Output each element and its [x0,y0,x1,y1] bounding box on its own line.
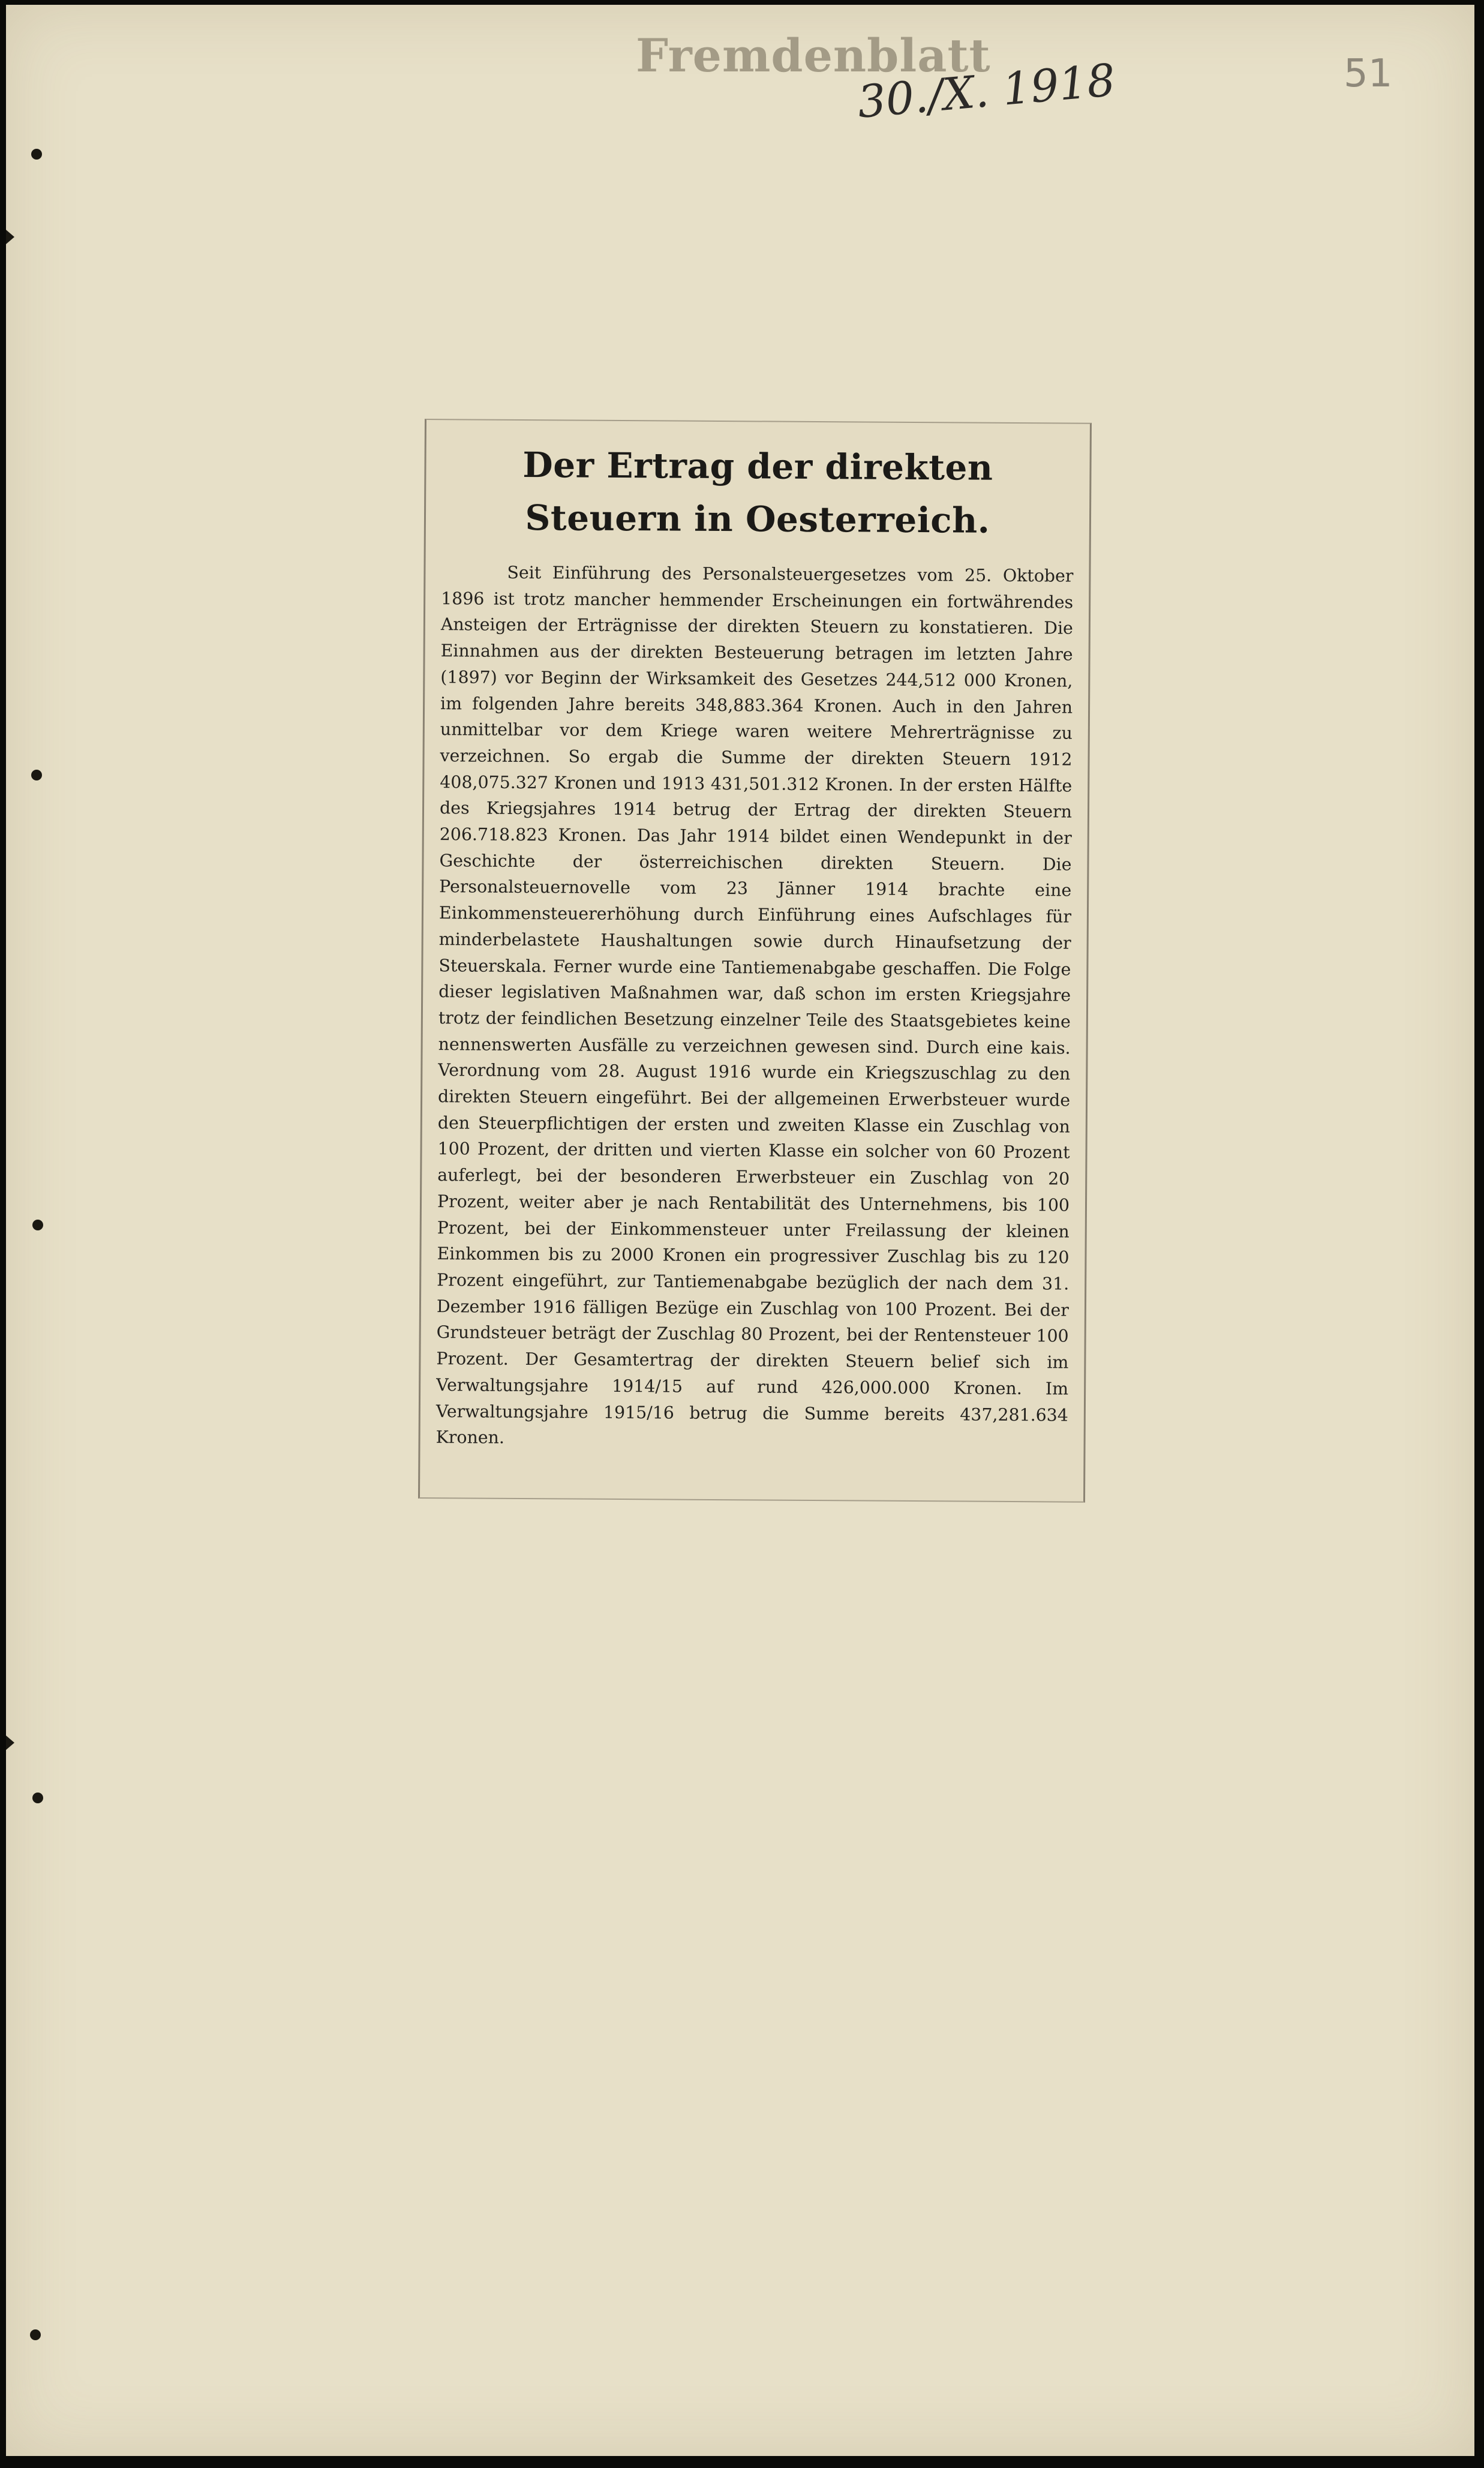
punch-hole-mark [32,1220,43,1230]
newspaper-clipping [418,419,1092,1503]
punch-hole-mark [30,2329,41,2340]
handwritten-date: 30./X. 1918 [855,54,1117,128]
punch-hole-mark [32,1793,43,1803]
article-headline: Der Ertrag der direkten Steuern in Oesterreich. [522,445,993,541]
page-number: 51 [1344,52,1393,96]
punch-hole-mark [31,149,42,160]
edge-mark [6,230,14,244]
edge-mark [6,1736,14,1750]
article-body: Seit Einführung des Personalsteuergesetzes vom 25. Oktober 1896 ist trotz mancher hemmender Erscheinungen ein fortwährendes Ansteigen der Erträgnisse der direkten Steuern zu konstatieren. Die Einnahmen aus der direkten Besteuerung betragen im letzten Jahre (1897) vor Beginn der Wirksamkeit des Gesetzes 244,512 000 Kronen, im folgenden Jahre bereits 348,883.364 Kronen. Auch in den Jahren unmittelbar vor dem Kriege waren weitere Mehrerträgnisse zu verzeichnen. So ergab die Summe der direkten Steuern 1912 408,075.327 Kronen und 1913 431,501.312 Kronen. In der ersten Hälfte des Kriegsjahres 1914 betrug der Ertrag der direkten Steuern 206.718.823 Kronen. Das Jahr 1914 bildet einen Wendepunkt in der Geschichte der österreichischen direkten Steuern. Die Personalsteuernovelle vom 23 Jänner 1914 brachte eine Einkommensteuererhöhung durch Einführung eines Aufschlages für minderbelastete Haushaltungen sowie durch Hinaufsetzung der Steuerskala. Ferner wurde eine Tantiemenabgabe geschaffen. Die Folge dieser legislativen Maßnahmen war, daß schon im ersten Kriegsjahre trotz der feindlichen Besetzung einzelner Teile des Staatsgebietes keine nennenswerten Ausfälle zu verzeichnen gewesen sind. Durch eine kais. Verordnung vom 28. August 1916 wurde ein Kriegszuschlag zu den direkten Steuern eingeführt. Bei der allgemeinen Erwerbsteuer wurde den Steuerpflichtigen der ersten und zweiten Klasse ein Zuschlag von 100 Prozent, der dritten und vierten Klasse ein solcher von 60 Prozent auferlegt, bei der besonderen Erwerbsteuer ein Zuschlag von 20 Prozent, weiter aber je nach Rentabilität des Unternehmens, bis 100 Prozent, bei der Einkommensteuer unter Freilassung der kleinen Einkommen bis zu 2000 Kronen ein progressiver Zuschlag bis zu 120 Prozent eingeführt, zur Tantiemenabgabe bezüglich der nach dem 31. Dezember 1916 fälligen Bezüge ein Zuschlag von 100 Prozent. Bei der Grundsteuer beträgt der Zuschlag 80 Prozent, bei der Rentensteuer 100 Prozent. Der Gesamtertrag der direkten Steuern belief sich im Verwaltungsjahre 1914/15 auf rund 426,000.000 Kronen. Im Verwaltungsjahre 1915/16 betrug die Summe bereits 437,281.634 Kronen. [435,562,1074,1448]
punch-hole-mark [31,770,42,780]
archive-sheet [6,5,1474,2456]
newspaper-stamp: Fremdenblatt [636,29,991,82]
